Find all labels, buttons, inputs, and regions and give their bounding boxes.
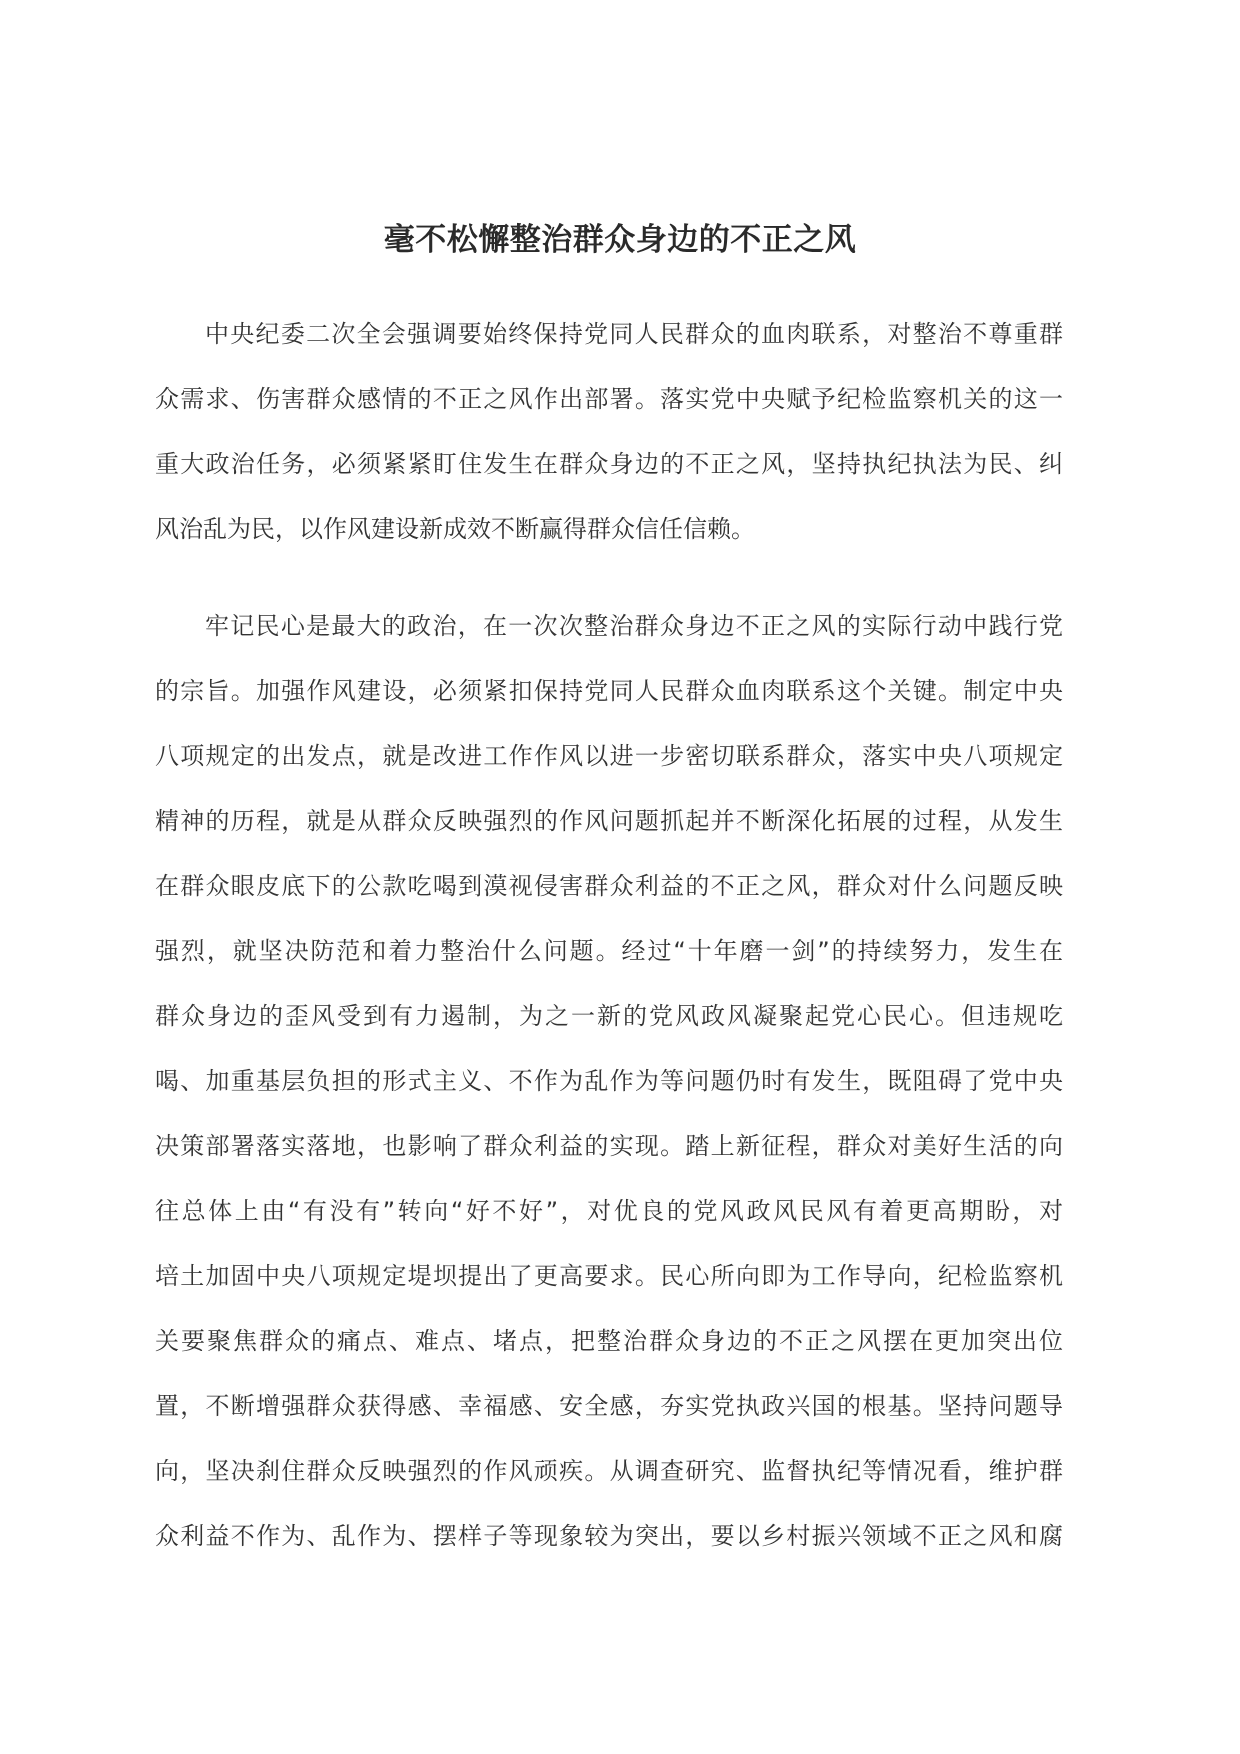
paragraph-2-line-7: 群众身边的歪风受到有力遏制，为之一新的党风政风凝聚起党心民心。但违规吃 <box>155 1002 1063 1030</box>
paragraph-2-line-14: 向，坚决刹住群众反映强烈的作风顽疾。从调查研究、监督执纪等情况看，维护群 <box>155 1457 1063 1485</box>
paragraph-2 <box>155 604 1063 1579</box>
paragraph-2-line-15: 众利益不作为、乱作为、摆样子等现象较为突出，要以乡村振兴领域不正之风和腐 <box>155 1522 1063 1550</box>
paragraph-1-line-1: 中央纪委二次全会强调要始终保持党同人民群众的血肉联系，对整治不尊重群 <box>205 320 1063 348</box>
paragraph-2-line-11: 培土加固中央八项规定堤坝提出了更高要求。民心所向即为工作导向，纪检监察机 <box>155 1262 1063 1290</box>
paragraph-1-line-2: 众需求、伤害群众感情的不正之风作出部署。落实党中央赋予纪检监察机关的这一 <box>155 385 1063 413</box>
paragraph-2-line-3: 八项规定的出发点，就是改进工作作风以进一步密切联系群众，落实中央八项规定 <box>155 742 1063 770</box>
paragraph-2-line-1: 牢记民心是最大的政治，在一次次整治群众身边不正之风的实际行动中践行党 <box>205 612 1063 640</box>
paragraph-1 <box>155 312 1063 572</box>
paragraph-2-line-2: 的宗旨。加强作风建设，必须紧扣保持党同人民群众血肉联系这个关键。制定中央 <box>155 677 1063 705</box>
paragraph-2-line-10: 往总体上由“有没有”转向“好不好”，对优良的党风政风民风有着更高期盼，对 <box>155 1197 1063 1225</box>
paragraph-1-line-3: 重大政治任务，必须紧紧盯住发生在群众身边的不正之风，坚持执纪执法为民、纠 <box>155 450 1063 478</box>
paragraph-2-line-12: 关要聚焦群众的痛点、难点、堵点，把整治群众身边的不正之风摆在更加突出位 <box>155 1327 1063 1355</box>
paragraph-2-line-9: 决策部署落实落地，也影响了群众利益的实现。踏上新征程，群众对美好生活的向 <box>155 1132 1063 1160</box>
paragraph-2-line-13: 置，不断增强群众获得感、幸福感、安全感，夯实党执政兴国的根基。坚持问题导 <box>155 1392 1063 1420</box>
paragraph-2-line-5: 在群众眼皮底下的公款吃喝到漠视侵害群众利益的不正之风，群众对什么问题反映 <box>155 872 1063 900</box>
document-title: 毫不松懈整治群众身边的不正之风 <box>383 222 857 258</box>
paragraph-2-line-8: 喝、加重基层负担的形式主义、不作为乱作为等问题仍时有发生，既阻碍了党中央 <box>155 1067 1063 1095</box>
paragraph-2-line-4: 精神的历程，就是从群众反映强烈的作风问题抓起并不断深化拓展的过程，从发生 <box>155 807 1063 835</box>
paragraph-2-line-6: 强烈，就坚决防范和着力整治什么问题。经过“十年磨一剑”的持续努力，发生在 <box>155 937 1063 965</box>
paragraph-1-line-4: 风治乱为民，以作风建设新成效不断赢得群众信任信赖。 <box>155 515 755 543</box>
